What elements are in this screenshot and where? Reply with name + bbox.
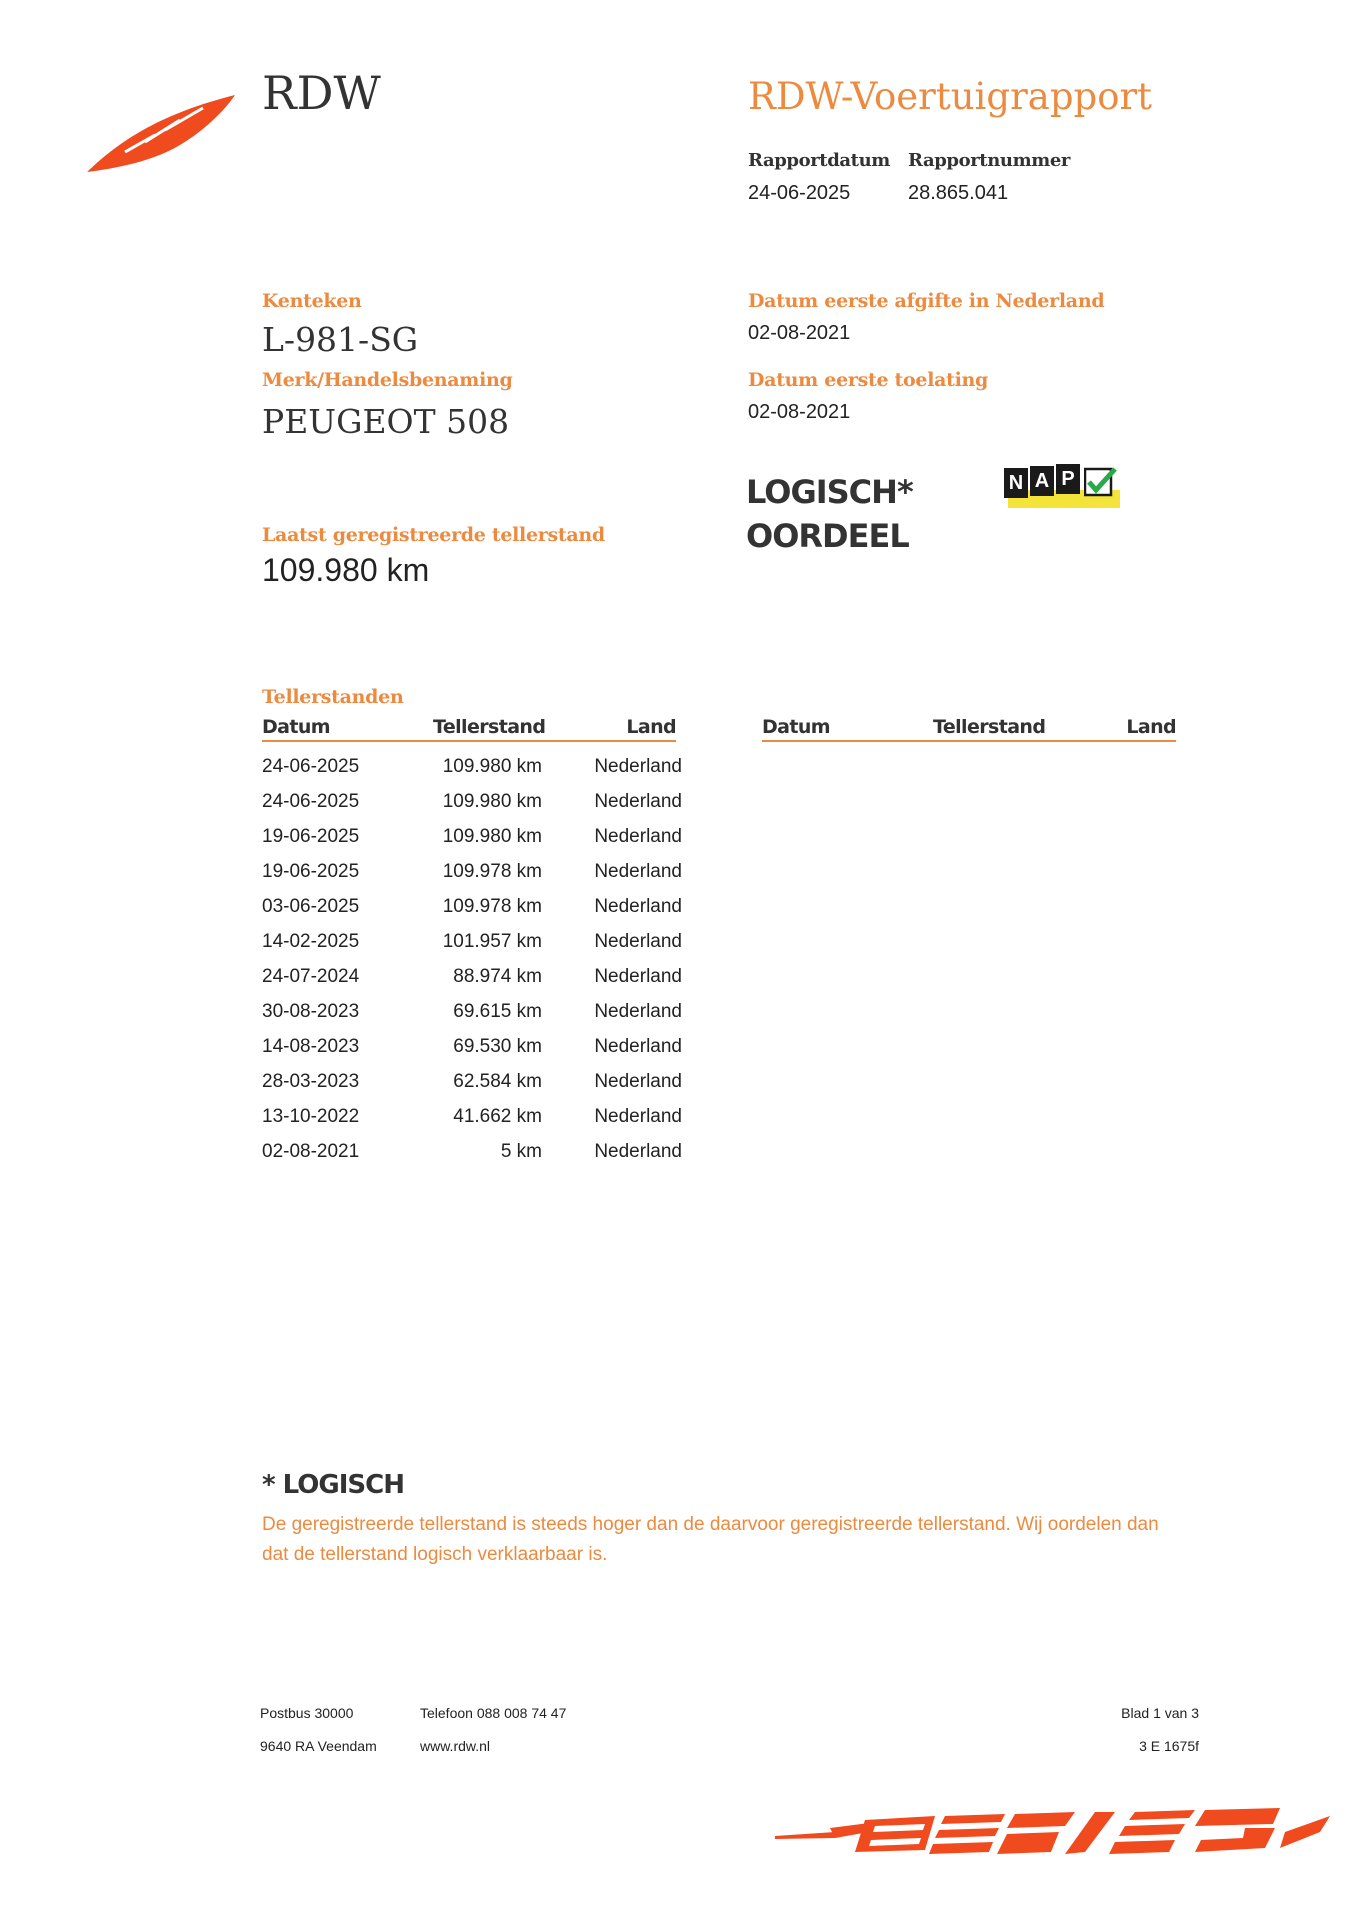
- plate-label: Kenteken: [262, 290, 362, 312]
- note-text-line1: De geregistreerde tellerstand is steeds hoger dan de daarvoor geregistreerde tellerstand. Wij oordelen dan: [262, 1514, 1159, 1535]
- row-date: 14-08-2023: [262, 1036, 360, 1057]
- verdict-line1: LOGISCH*: [746, 473, 913, 511]
- header-reading-2: Tellerstand: [933, 716, 1046, 738]
- header-date-2: Datum: [762, 716, 830, 738]
- row-date: 19-06-2025: [262, 826, 360, 847]
- row-date: 24-07-2024: [262, 966, 360, 987]
- footer-website[interactable]: www.rdw.nl: [420, 1738, 491, 1754]
- note-text-line2: dat de tellerstand logisch verklaarbaar is.: [262, 1544, 608, 1565]
- readings-list: [262, 756, 682, 1186]
- footer-code: 3 E 1675f: [1139, 1738, 1199, 1754]
- readings-title: Tellerstanden: [262, 686, 404, 708]
- table-row: [262, 1001, 682, 1036]
- row-reading: 109.980 km: [442, 826, 542, 847]
- make-value: PEUGEOT 508: [262, 402, 510, 441]
- row-country: Nederland: [594, 896, 682, 917]
- row-country: Nederland: [594, 1071, 682, 1092]
- report-number-label: Rapportnummer: [908, 150, 1071, 171]
- row-reading: 88.974 km: [453, 966, 542, 987]
- verdict-line2: OORDEEL: [746, 517, 909, 555]
- header-reading: Tellerstand: [433, 716, 546, 738]
- footer-page: Blad 1 van 3: [1121, 1705, 1199, 1721]
- report-date-value: 24-06-2025: [748, 182, 851, 204]
- row-reading: 109.980 km: [442, 791, 542, 812]
- header-rule-right: [762, 740, 1176, 742]
- make-label: Merk/Handelsbenaming: [262, 369, 513, 391]
- row-date: 19-06-2025: [262, 861, 360, 882]
- report-date-label: Rapportdatum: [748, 150, 890, 171]
- row-date: 24-06-2025: [262, 791, 360, 812]
- row-date: 03-06-2025: [262, 896, 360, 917]
- odometer-value: 109.980 km: [262, 552, 430, 588]
- first-issue-nl-label: Datum eerste afgifte in Nederland: [748, 290, 1105, 312]
- row-date: 14-02-2025: [262, 931, 360, 952]
- header-date: Datum: [262, 716, 330, 738]
- table-header-left: [262, 716, 676, 742]
- row-reading: 5 km: [500, 1141, 542, 1162]
- row-reading: 109.978 km: [442, 861, 542, 882]
- row-country: Nederland: [594, 1106, 682, 1127]
- rdw-feather-logo: [85, 90, 240, 175]
- row-date: 02-08-2021: [262, 1141, 360, 1162]
- first-admission-value: 02-08-2021: [748, 401, 851, 423]
- row-country: Nederland: [594, 861, 682, 882]
- first-admission-label: Datum eerste toelating: [748, 369, 989, 391]
- row-country: Nederland: [594, 826, 682, 847]
- row-date: 30-08-2023: [262, 1001, 360, 1022]
- row-reading: 62.584 km: [453, 1071, 542, 1092]
- row-reading: 69.615 km: [453, 1001, 542, 1022]
- nap-check-icon: [1084, 466, 1118, 498]
- table-row: [262, 896, 682, 931]
- row-country: Nederland: [594, 1036, 682, 1057]
- header-rule-left: [262, 740, 676, 742]
- table-row: [262, 931, 682, 966]
- footer-phone: Telefoon 088 008 74 47: [420, 1705, 567, 1721]
- row-reading: 109.978 km: [442, 896, 542, 917]
- row-country: Nederland: [594, 1141, 682, 1162]
- row-date: 24-06-2025: [262, 756, 360, 777]
- note-text: [262, 1510, 1262, 1570]
- row-date: 13-10-2022: [262, 1106, 360, 1127]
- table-row: [262, 756, 682, 791]
- row-country: Nederland: [594, 791, 682, 812]
- row-reading: 41.662 km: [453, 1106, 542, 1127]
- table-row: [262, 1071, 682, 1106]
- brand-name: RDW: [262, 66, 381, 120]
- row-reading: 109.980 km: [442, 756, 542, 777]
- note-title: * LOGISCH: [262, 1470, 404, 1500]
- table-row: [262, 966, 682, 1001]
- rdw-stripes-graphic: [775, 1808, 1330, 1860]
- odometer-label: Laatst geregistreerde tellerstand: [262, 524, 605, 546]
- nap-letter-a: A: [1030, 466, 1054, 496]
- nap-letter-n: N: [1004, 468, 1028, 498]
- table-row: [262, 826, 682, 861]
- row-reading: 101.957 km: [442, 931, 542, 952]
- row-country: Nederland: [594, 1001, 682, 1022]
- table-row: [262, 1106, 682, 1141]
- footer-address-line1: Postbus 30000: [260, 1705, 354, 1721]
- first-issue-nl-value: 02-08-2021: [748, 322, 851, 344]
- row-country: Nederland: [594, 966, 682, 987]
- nap-badge: [1004, 466, 1120, 510]
- plate-value: L-981-SG: [262, 320, 419, 359]
- row-country: Nederland: [594, 756, 682, 777]
- table-row: [262, 791, 682, 826]
- verdict: [746, 470, 913, 558]
- table-row: [262, 861, 682, 896]
- row-date: 28-03-2023: [262, 1071, 360, 1092]
- table-row: [262, 1141, 682, 1176]
- row-reading: 69.530 km: [453, 1036, 542, 1057]
- nap-letter-p: P: [1056, 464, 1080, 494]
- row-country: Nederland: [594, 931, 682, 952]
- table-row: [262, 1036, 682, 1071]
- header-country: Land: [626, 716, 676, 738]
- table-header-right: [762, 716, 1176, 742]
- report-title: RDW-Voertuigrapport: [748, 75, 1153, 118]
- report-number-value: 28.865.041: [908, 182, 1009, 204]
- header-country-2: Land: [1126, 716, 1176, 738]
- footer-address-line2: 9640 RA Veendam: [260, 1738, 377, 1754]
